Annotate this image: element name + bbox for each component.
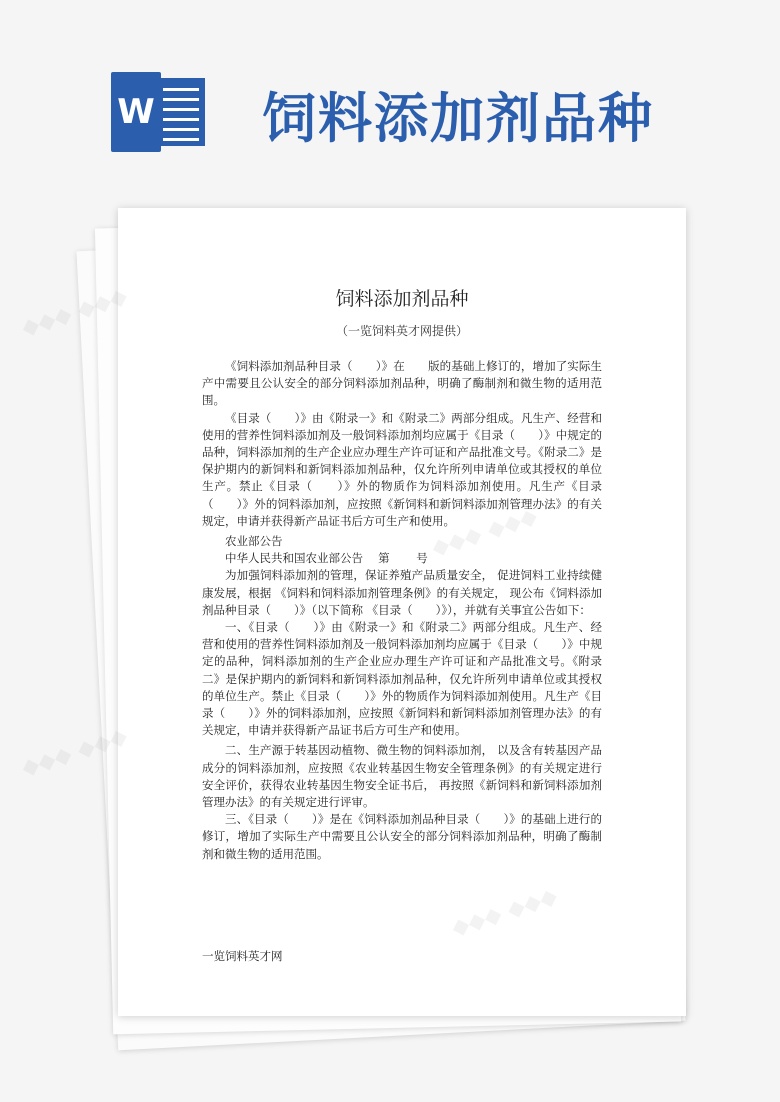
paragraph-4: 一、《目录（ ）》由《附录一》和《附录二》两部分组成。凡生产、经营和使用的营养性饲料添加剂及一般饲料添加剂均应属于《目录（ ）》中规定的品种，饲料添加剂的生产企业应办理生产许可证和产品批准文号。《附录二》是保护期内的新饲料和新饲料添加剂品种，仅允许所列申请单位或其授权的单位生产。禁止《目录（ ）》外的物质作为饲料添加剂使用。凡生产《目录（ ）》外的饲料添加剂，应按照《新饲料和新饲料添加剂管理办法》的有关规定，申请并获得新产品证书后方可生产和使用。 bbox=[202, 620, 602, 738]
word-document-icon bbox=[111, 72, 207, 152]
document-footer: 一览饲料英才网 bbox=[202, 949, 283, 963]
banner-title: 饲料添加剂品种 bbox=[262, 86, 654, 150]
word-logo-letter: W bbox=[111, 72, 161, 152]
paragraph-3: 为加强饲料添加剂的管理，保证养殖产品质量安全， 促进饲料工业持续健康发展，根据 《饲料和饲料添加剂管理条例》的有关规定， 现公布《饲料添加剂品种目录（ ）》（以下简称 《目录（ ）》），并就有关事宜公告如下： bbox=[202, 568, 602, 617]
document-body bbox=[202, 358, 602, 863]
paragraph-6: 三、《目录（ ）》是在《饲料添加剂品种目录（ ）》的基础上进行的修订，增加了实际生产中需要且公认安全的部分饲料添加剂品种，明确了酶制剂和微生物的适用范围。 bbox=[202, 812, 602, 861]
banner bbox=[0, 0, 780, 190]
watermark: ◆◆◆ ◆◆◆ bbox=[18, 283, 131, 342]
document-subtitle: （一览饲料英才网提供） bbox=[335, 324, 468, 338]
document-title: 饲料添加剂品种 bbox=[335, 288, 469, 310]
paragraph-5: 二、生产源于转基因动植物、微生物的饲料添加剂， 以及含有转基因产品成分的饲料添加剂，应按照《农业转基因生物安全管理条例》的有关规定进行安全评价，获得农业转基因生物安全证书后， 再按照《新饲料和新饲料添加剂管理办法》的有关规定进行评审。 bbox=[202, 743, 602, 810]
document-page bbox=[118, 208, 686, 1016]
watermark: ◆◆◆ ◆◆◆ bbox=[18, 723, 131, 782]
paragraph-announcement-heading: 农业部公告 bbox=[225, 534, 283, 549]
paragraph-1: 《饲料添加剂品种目录（ ）》在 版的基础上修订的，增加了实际生产中需要且公认安全的部分饲料添加剂品种，明确了酶制剂和微生物的适用范围。 bbox=[202, 359, 602, 408]
paragraph-announcement-number: 中华人民共和国农业部公告 第 号 bbox=[225, 551, 428, 566]
paragraph-2: 《目录（ ）》由《附录一》和《附录二》两部分组成。凡生产、经营和使用的营养性饲料添加剂及一般饲料添加剂均应属于《目录（ ）》中规定的品种，饲料添加剂的生产企业应办理生产许可证和产品批准文号。《附录二》是保护期内的新饲料和新饲料添加剂品种，仅允许所列申请单位或其授权的单位生产。禁止《目录（ ）》外的物质作为饲料添加剂使用。凡生产《目录（ ）》外的饲料添加剂，应按照《新饲料和新饲料添加剂管理办法》的有关规定，申请并获得新产品证书后方可生产和使用。 bbox=[202, 410, 602, 528]
